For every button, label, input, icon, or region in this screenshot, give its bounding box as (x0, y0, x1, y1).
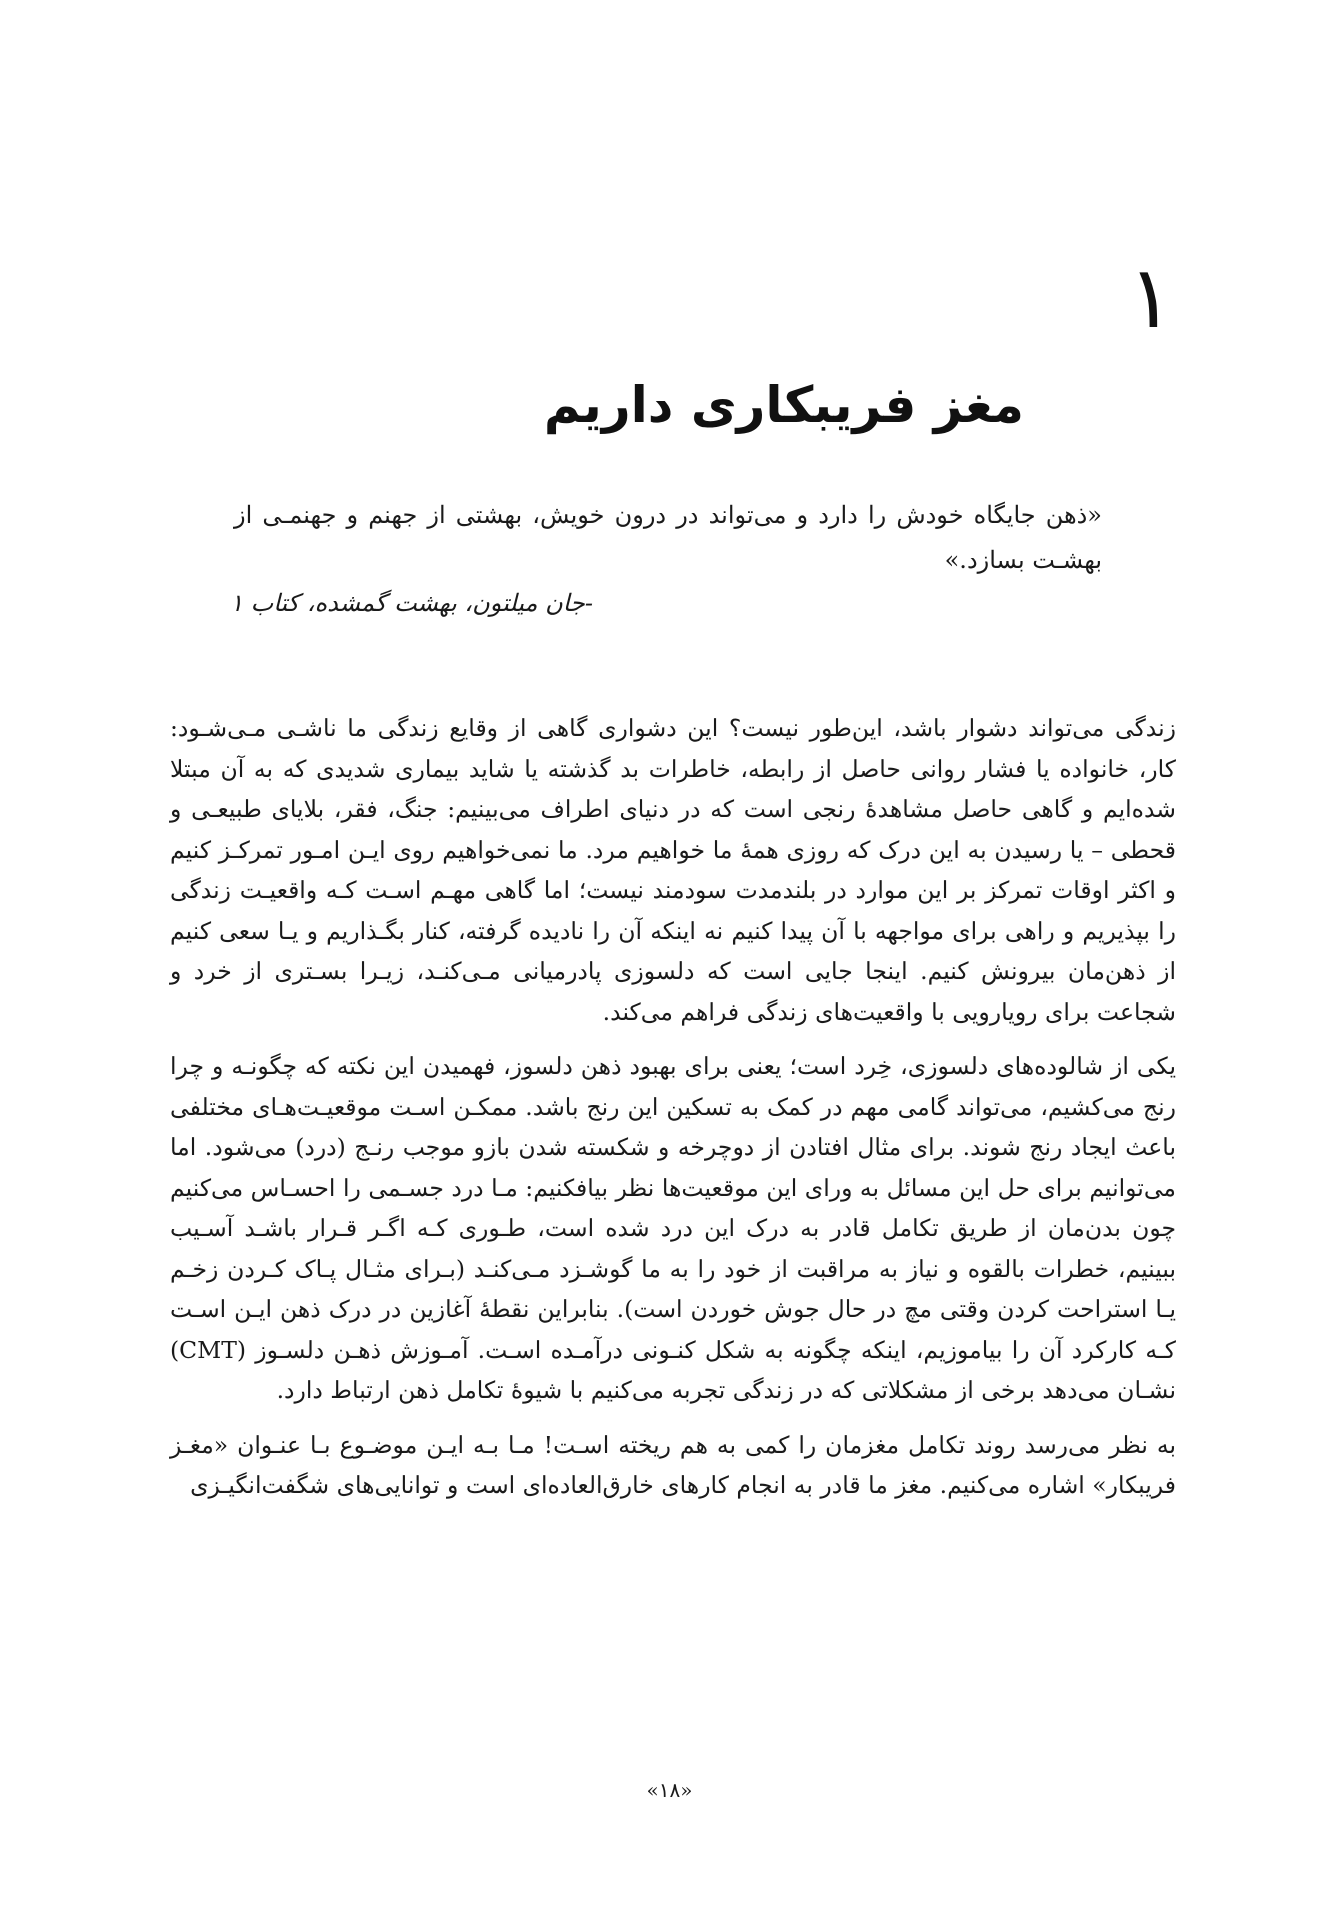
epigraph-quote: «ذهن جایگاه خودش را دارد و می‌تواند در درون خویش، بهشتی از جهنم و جهنمـی از بهشـت بسازد.» (234, 501, 1102, 574)
paragraph: زندگی می‌تواند دشوار باشد، این‌طور نیست؟ این دشواری گاهی از وقایع زندگی ما ناشـی مـی‌شـود: کار، خانواده یا فشار روانی حاصل از رابطه، خاطرات بد گذشته یا شاید بیماری شدیدی که به آن مبتلا شده‌ایم و گاهی حاصل مشاهدهٔ رنجی است که در دنیای اطراف می‌بینیم: جنگ، فقر، بلایای طبیعـی و قحطی – یا رسیدن به این درک که روزی همهٔ ما خواهیم مرد. ما نمی‌خواهیم روی ایـن امـور تمرکـز کنیم و اکثر اوقات تمرکز بر این موارد در بلندمدت سودمند نیست؛ اما گاهی مهـم اسـت کـه واقعیـت زندگی را بپذیریم و راهی برای مواجهه با آن پیدا کنیم نه اینکه آن را نادیده گرفته، کنار بگـذاریم و یـا سعی کنیم از ذهن‌مان بیرونش کنیم. اینجا جایی است که دلسوزی پادرمیانی مـی‌کنـد، زیـرا بسـتری از خرد و شجاعت برای رویارویی با واقعیت‌های زندگی فراهم می‌کند. (170, 714, 1176, 1026)
page-number: «۱۸» (646, 1778, 693, 1802)
paragraph: به نظر می‌رسد روند تکامل مغزمان را کمی به هم ریخته اسـت! مـا بـه ایـن موضـوع بـا عنـوان «مغـز فریبکار» اشاره می‌کنیم. مغز ما قادر به انجام کارهای خارق‌العاده‌ای است و توانایی‌های شگفت‌انگیـزی (170, 1430, 1176, 1499)
epigraph-attribution: -جان میلتون، بهشت گمشده، کتاب ۱ (230, 589, 593, 617)
body-text (170, 708, 1176, 1520)
paragraph: یکی از شالوده‌های دلسوزی، خِرد است؛ یعنی برای بهبود ذهن دلسوز، فهمیدن این نکته که چگونـه و چرا رنج می‌کشیم، می‌تواند گامی مهم در کمک به تسکین این رنج باشد. ممکـن اسـت موقعیـت‌هـای مختلفی باعث ایجاد رنج شوند. برای مثال افتادن از دوچرخه و شکسته شدن بازو موجب رنـج (درد) می‌شود. اما می‌توانیم برای حل این مسائل به ورای این موقعیت‌ها نظر بیافکنیم: مـا درد جسـمی را احسـاس می‌کنیم چون بدن‌مان از طریق تکامل قادر به درک این درد شده است، طـوری کـه اگـر قـرار باشـد آسـیب ببینیم، خطرات بالقوه و نیاز به مراقبت از خود را به ما گوشـزد مـی‌کنـد (بـرای مثـال پـاک کـردن زخـم یـا استراحت کردن وقتی مچ در حال جوش خوردن است). بنابراین نقطهٔ آغازین در درک ذهن ایـن اسـت کـه کارکرد آن را بیاموزیم، اینکه چگونه به شکل کنـونی درآمـده اسـت. آمـوزش ذهـن دلسـوز (CMT) نشـان می‌دهد برخی از مشکلاتی که در زندگی تجربه می‌کنیم با شیوهٔ تکامل ذهن ارتباط دارد. (170, 1052, 1176, 1404)
chapter-title: مغز فریبکاری داریم (543, 376, 1024, 434)
chapter-number: ۱ (1127, 248, 1174, 348)
